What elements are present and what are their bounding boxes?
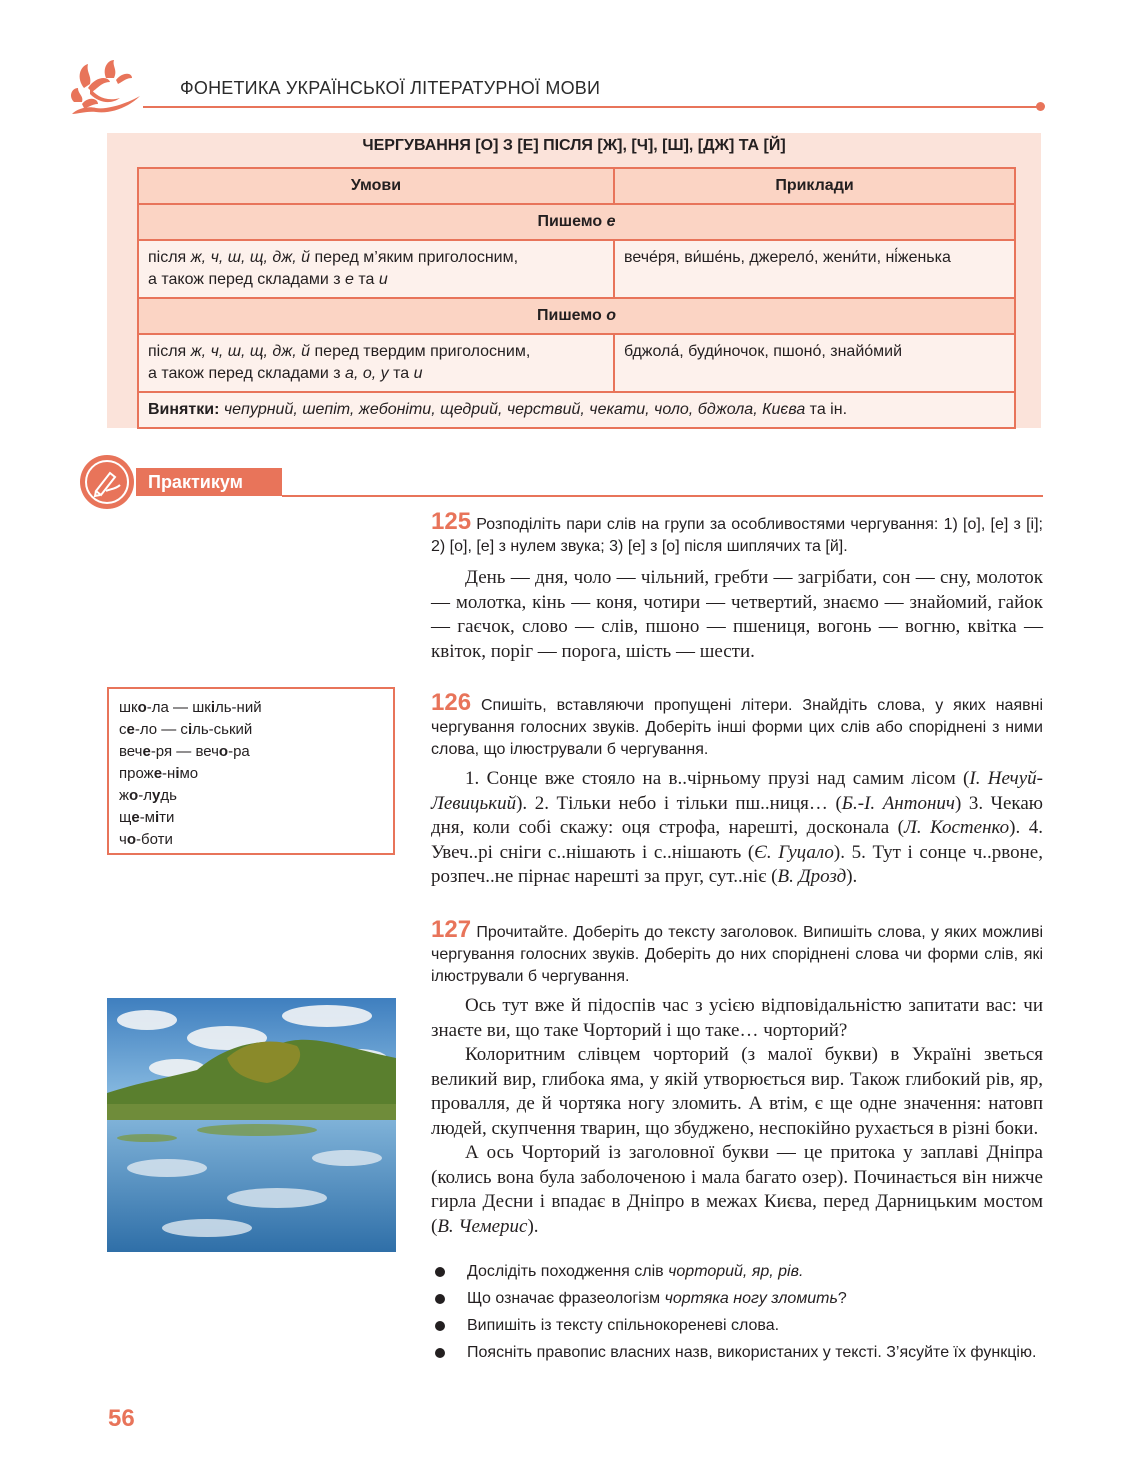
stressed-vowel: е [126,721,135,738]
exercise-127-text [431,994,1043,1239]
word-segment: мо [179,765,199,782]
example-line [119,785,383,807]
example-line [119,741,383,763]
pencil-hand-icon [80,455,134,509]
example-line [119,807,383,829]
paragraph: Колоритним слівцем чорторий (з малої букви) в Україні зветься великий вир, глибока яма, у якій утворюється вир. Також глибокий рів, яр, провалля, де й чортяка ногу зломить. А втім, є ще одне значення: натовп людей, скупчення тварин, що збуджено, неспокійно рухається в різні боки. [431,1044,1043,1139]
word-segment: веч [119,743,143,760]
word-segment: -ра [228,743,250,760]
header-divider-dot [1036,102,1045,111]
word-segment: прож [119,765,154,782]
rule-table [137,167,1016,429]
assignment-list [431,1261,1043,1369]
stressed-vowel: о [129,787,139,804]
bullet-icon [435,1321,445,1331]
word-segment: -н [162,765,176,782]
e-examples-cell: вече́ря, ви́ше́нь, джерело́, жени́ти, ні́женька [614,240,1015,298]
write-o-heading: Пишемо о [138,298,1015,334]
word-segment: -ря — веч [150,743,219,760]
list-item: Випишіть із тексту спільнокореневі слова. [431,1315,1043,1337]
word-segment: -м [139,809,155,826]
alternation-examples-box [107,687,395,855]
word-segment: -ла — шк [146,699,211,716]
word-segment: ль-ський [192,721,253,738]
exercise-126-text: 1. Сонце вже стояло на в..чірньому прузі над самим лісом (І. Нечуй-Левицький). 2. Тільки небо і тільки пш..ниця… (Б.-І. Антонич) 3. Чекаю дня, коли собі скажу: оця строфа, нарешті, досконала (Л. Костенко). 4. Увеч..рі сніги с..нішають і с..нішають (Є. Гуцало). 5. Тут і сонце ч..рвоне, розпеч..не пірнає нарешті за пруг, сут..ніє (В. Дрозд). [431,768,1044,887]
rule-table-title: ЧЕРГУВАННЯ [О] З [Е] ПІСЛЯ [Ж], [Ч], [Ш], [ДЖ] ТА [Й] [362,137,786,154]
example-line [119,829,383,851]
stressed-vowel: о [137,699,147,716]
word-segment: ти [159,809,175,826]
river-landscape-photo [107,998,396,1252]
o-examples-cell: бджола́, буди́ночок, пшоно́, знайо́мий [614,334,1015,392]
paragraph: Ось тут вже й підоспів час з усією відповідальністю запитати вас: чи знаєте ви, що таке Чорторий і що таке… чорторий? [431,995,1043,1041]
page-number: 56 [108,1405,135,1432]
stressed-vowel: і [175,765,180,782]
word-segment: -ло — с [134,721,188,738]
word-segment: ж [119,787,130,804]
word-segment: ч [119,831,127,848]
exercise-number: 125 [431,508,472,535]
stressed-vowel: о [126,831,136,848]
word-segment: -л [138,787,152,804]
stressed-vowel: і [210,699,215,716]
exercise-125-text: День — дня, чоло — чільний, гребти — загрібати, сон — сну, молоток — молотка, кінь — коня, чотири — четвертий, знаємо — знайомий, гайок — гаєчок, слово — слів, пшоно — пшениця, вогонь — вогню, квітка — квіток, поріг — порога, шість — шести. [431,567,1043,662]
word-segment: с [119,721,127,738]
exercise-127-task: 127 Прочитайте. Доберіть до тексту заголовок. Випишіть слова, у яких можливі чергування голосних звуків. Доберіть до них споріднені слова чи форми слів, які ілюстрували б чергування. [431,916,1043,985]
stressed-vowel: у [151,787,161,804]
praktikum-label: Практикум [136,468,282,496]
word-segment: шк [119,699,138,716]
list-item: Що означає фразеологізм чортяка ногу зломить? [431,1288,1043,1310]
exceptions-cell: Винятки: чепурний, шепіт, жебоніти, щедрий, черствий, чекати, чоло, бджола, Києва та ін. [138,392,1015,428]
header-title: ФОНЕТИКА УКРАЇНСЬКОЇ ЛІТЕРАТУРНОЇ МОВИ [180,78,601,98]
column-header-conditions: Умови [138,168,614,204]
stressed-vowel: і [187,721,193,738]
paragraph: А ось Чорторий із заголовної букви — це притока у заплаві Дніпра (колись вона була заболоченою і мала багато озер). Починається він нижче гирла Десни і впадає в Дніпро в межах Києва, перед Дарницьким мостом (В. Чемерис). [431,1142,1043,1237]
example-line [119,763,383,785]
list-item: Поясніть правопис власних назв, використаних у тексті. З’ясуйте їх функцію. [431,1342,1043,1364]
flower-ornament-icon [66,58,146,116]
exercise-126-task: 126 Спишіть, вставляючи пропущені літери. Знайдіть слова, у яких наявні чергування голосних звуків. Доберіть інші форми цих слів або споріднені з ними слова, що ілюстрували б чергування. [431,689,1043,758]
exercise-125-task: 125 Розподіліть пари слів на групи за особливостями чергування: 1) [о], [е] з [і]; 2) [о], [е] з нулем звука; 3) [е] з [о] після шиплячих та [й]. [431,508,1043,555]
stressed-vowel: е [153,765,163,782]
word-segment: ль-ний [214,699,262,716]
bullet-icon [435,1267,445,1277]
bullet-icon [435,1348,445,1358]
example-line [119,697,383,719]
stressed-vowel: е [131,809,140,826]
word-segment: дь [160,787,177,804]
write-e-heading: Пишемо е [138,204,1015,240]
praktikum-divider [282,495,1043,497]
column-header-examples: Приклади [614,168,1015,204]
bullet-icon [435,1294,445,1304]
word-segment: щ [119,809,132,826]
word-segment: -боти [136,831,173,848]
exercise-number: 127 [431,916,472,943]
e-condition-cell: після ж, ч, ш, щ, дж, й перед м’яким приголосним, а також перед складами з е та и [138,240,614,298]
header-divider [143,106,1038,108]
stressed-vowel: е [142,743,151,760]
example-line [119,719,383,741]
stressed-vowel: о [218,743,229,760]
exercise-number: 126 [431,689,472,716]
o-condition-cell: після ж, ч, ш, щ, дж, й перед твердим приголосним, а також перед складами з а, о, у та и [138,334,614,392]
list-item: Дослідіть походження слів чорторий, яр, рів. [431,1261,1043,1283]
stressed-vowel: і [155,809,160,826]
